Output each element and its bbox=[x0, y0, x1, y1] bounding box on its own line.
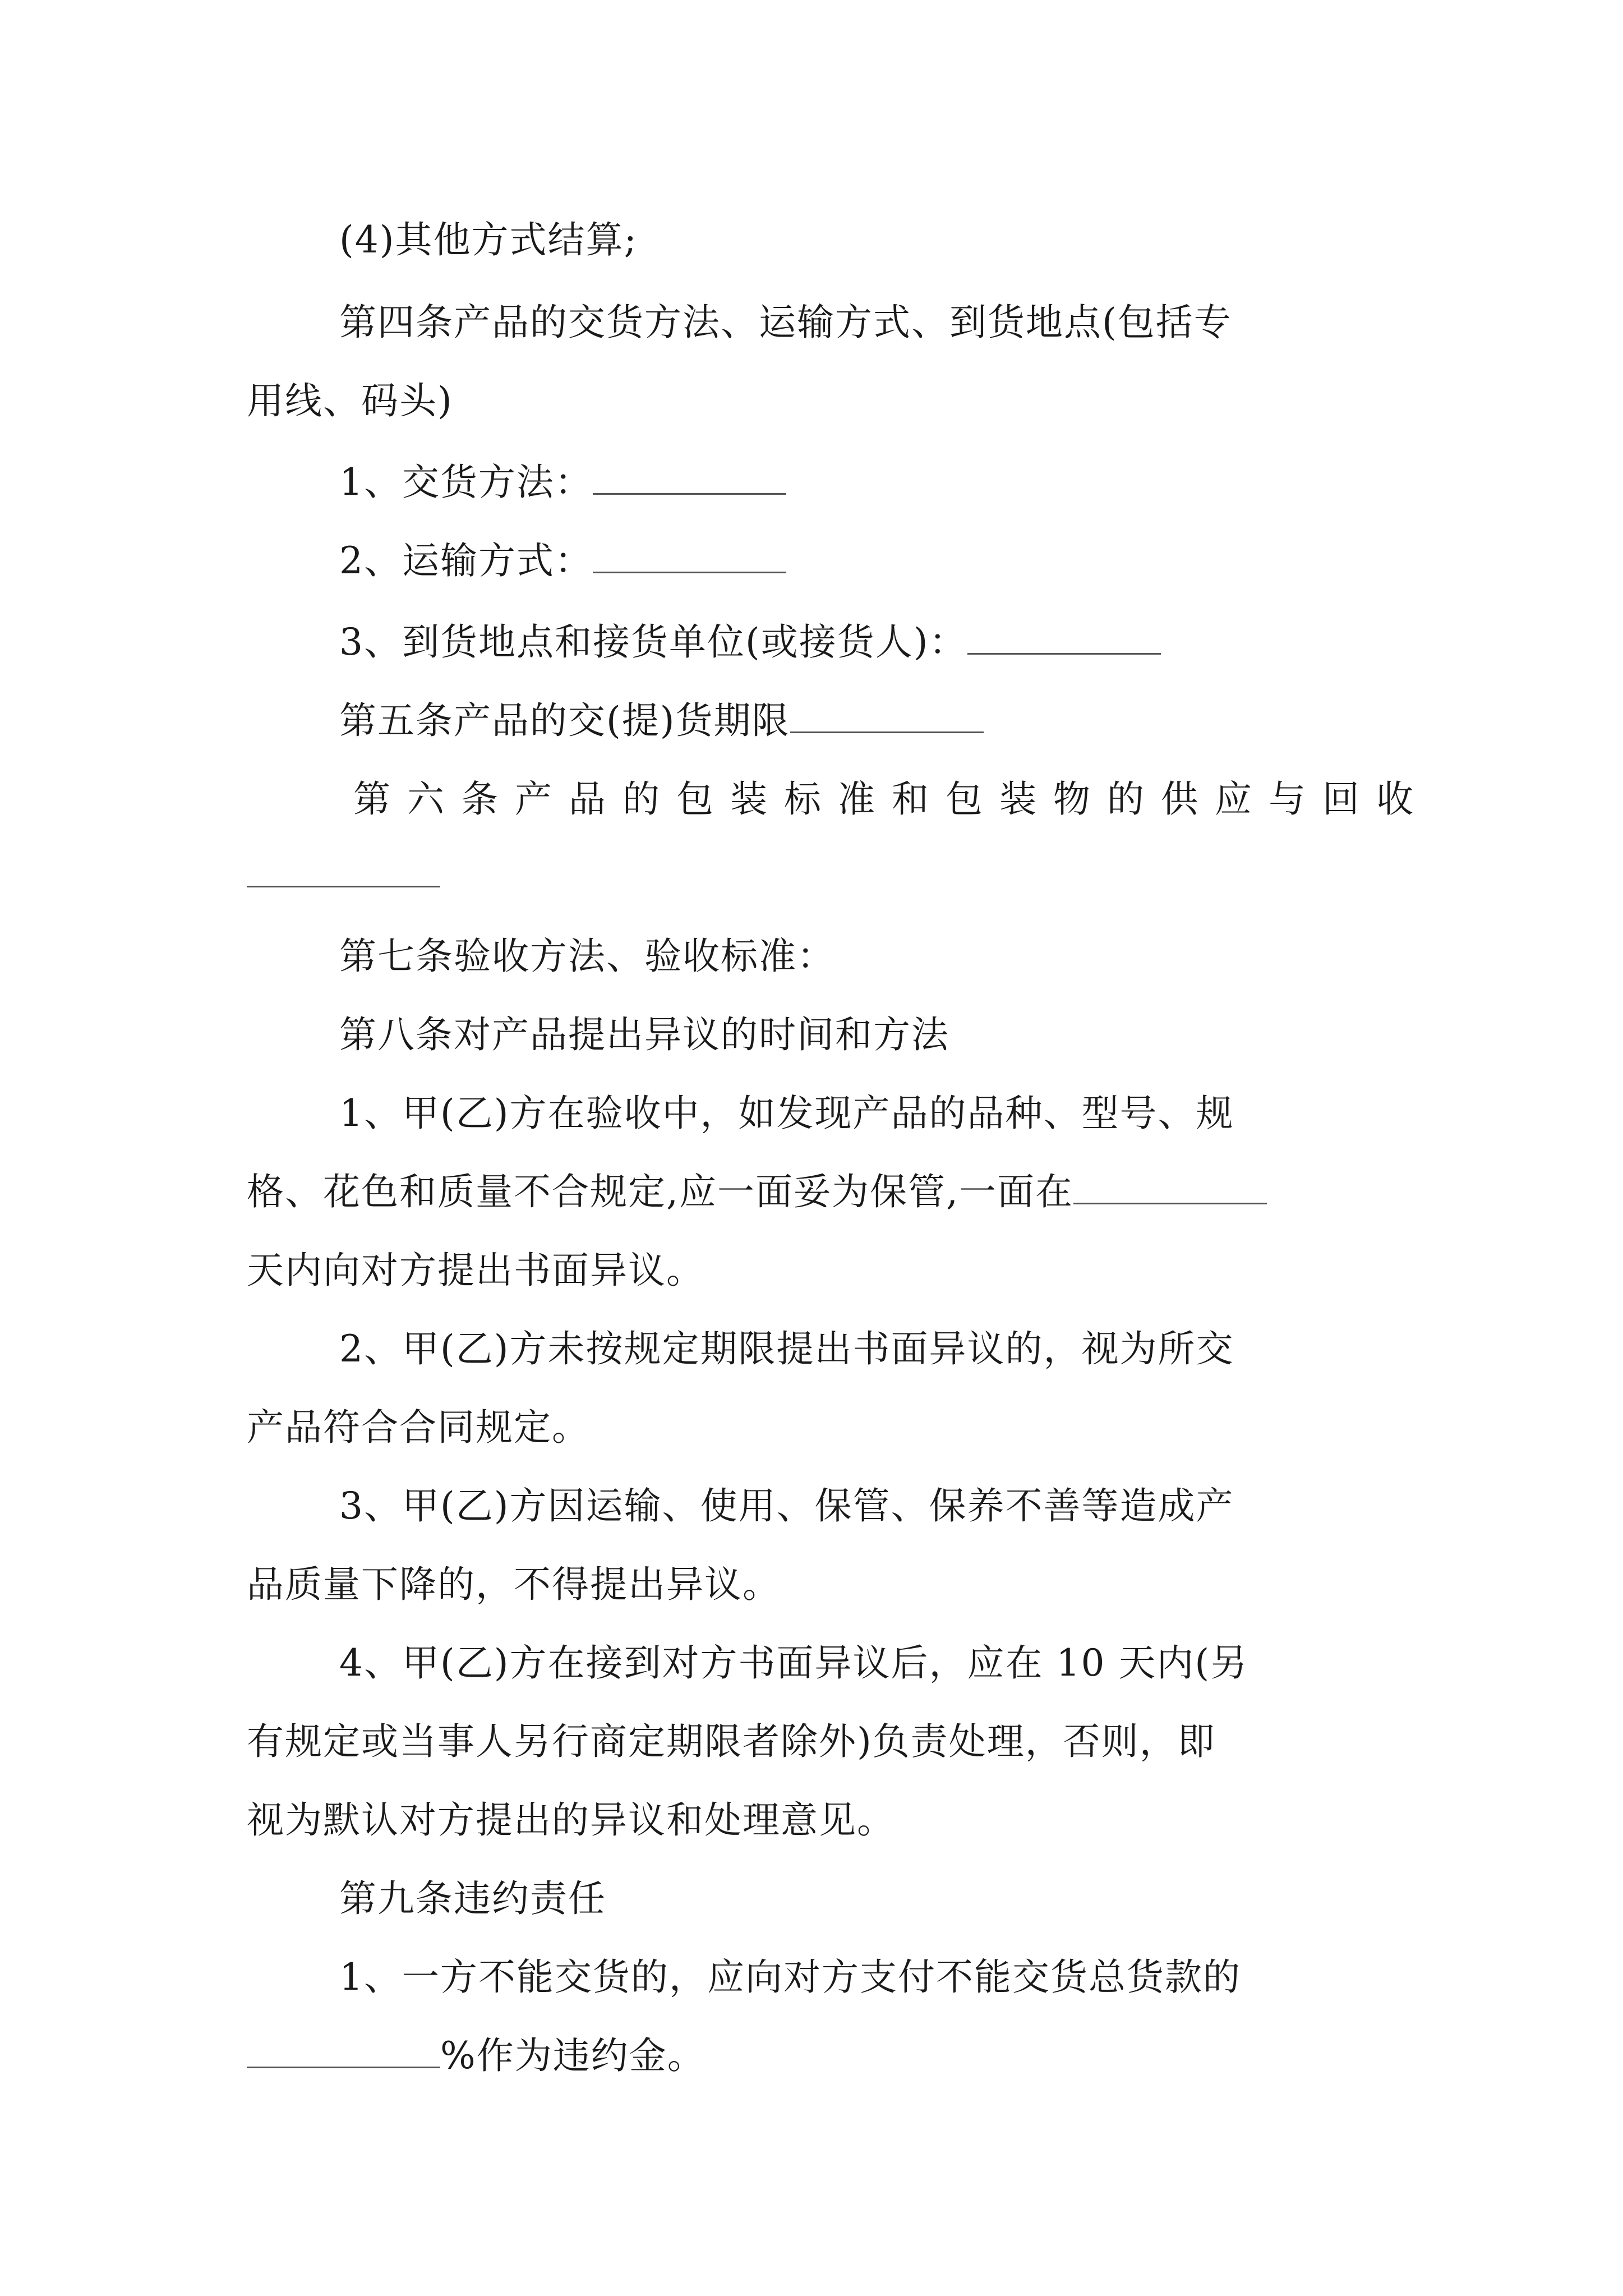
article-4-heading: 第四条产品的交货方法、运输方式、到货地点(包括专 bbox=[339, 301, 1232, 344]
penalty-percent-blank bbox=[247, 2035, 440, 2068]
article-9-heading: 第九条违约责任 bbox=[339, 1877, 606, 1920]
doc-line bbox=[339, 1955, 1241, 2000]
doc-line bbox=[339, 698, 984, 743]
doc-line bbox=[339, 539, 786, 583]
line-text: 1、一方不能交货的，应向对方支付不能交货总货款的 bbox=[339, 1955, 1241, 1999]
article-8-heading: 第八条对产品提出异议的时间和方法 bbox=[339, 1013, 949, 1056]
line-text: 产品符合合同规定。 bbox=[247, 1406, 590, 1449]
doc-line bbox=[339, 300, 1232, 345]
destination-blank bbox=[967, 622, 1161, 655]
doc-line bbox=[247, 379, 453, 424]
doc-line bbox=[339, 1876, 606, 1921]
doc-line bbox=[339, 460, 786, 505]
doc-line bbox=[247, 1405, 590, 1450]
line-text: 用线、码头) bbox=[247, 379, 453, 422]
doc-line bbox=[247, 853, 440, 898]
delivery-method-blank bbox=[593, 462, 786, 495]
doc-line bbox=[247, 1170, 1267, 1214]
destination-label: 3、到货地点和接货单位(或接货人)： bbox=[339, 620, 967, 664]
article-5-heading: 第五条产品的交(提)货期限 bbox=[339, 699, 790, 742]
line-text: 格、花色和质量不合规定,应一面妥为保管,一面在 bbox=[247, 1170, 1073, 1213]
doc-line bbox=[339, 620, 1161, 665]
doc-line bbox=[353, 777, 1430, 822]
line-text: 4、甲(乙)方在接到对方书面异议后，应在 10 天内(另 bbox=[339, 1641, 1249, 1685]
doc-line bbox=[339, 1641, 1248, 1686]
packaging-blank bbox=[247, 854, 440, 887]
delivery-method-label: 1、交货方法： bbox=[339, 461, 593, 504]
line-text: 3、甲(乙)方因运输、使用、保管、保养不善等造成产 bbox=[339, 1484, 1234, 1527]
line-text: %作为违约金。 bbox=[440, 2034, 706, 2077]
doc-line bbox=[247, 1562, 781, 1607]
doc-line bbox=[339, 1327, 1234, 1372]
line-text: 天内向对方提出书面异议。 bbox=[247, 1249, 704, 1292]
line-text: 有规定或当事人另行商定期限者除外)负责处理，否则，即 bbox=[247, 1720, 1216, 1763]
doc-line bbox=[339, 1091, 1234, 1136]
line-text: 品质量下降的，不得提出异议。 bbox=[247, 1563, 781, 1606]
transport-label: 2、运输方式： bbox=[339, 539, 593, 582]
doc-line bbox=[339, 1013, 949, 1057]
transport-blank bbox=[593, 540, 786, 573]
delivery-period-blank bbox=[790, 700, 984, 733]
line-text: (4)其他方式结算; bbox=[339, 218, 638, 261]
doc-line bbox=[339, 218, 638, 263]
line-text: 1、甲(乙)方在验收中，如发现产品的品种、型号、规 bbox=[339, 1092, 1234, 1135]
doc-line bbox=[247, 2033, 706, 2078]
doc-line bbox=[247, 1248, 704, 1293]
doc-line bbox=[339, 934, 835, 979]
article-6-heading: 第六条产品的包装标准和包装物的供应与回收 bbox=[353, 777, 1430, 821]
line-text: 视为默认对方提出的异议和处理意见。 bbox=[247, 1798, 895, 1842]
line-text: 2、甲(乙)方未按规定期限提出书面异议的，视为所交 bbox=[339, 1327, 1234, 1370]
doc-line bbox=[339, 1484, 1234, 1529]
article-7-heading: 第七条验收方法、验收标准： bbox=[339, 935, 835, 978]
objection-days-blank bbox=[1073, 1171, 1267, 1204]
doc-line bbox=[247, 1798, 895, 1843]
doc-line bbox=[247, 1719, 1216, 1764]
